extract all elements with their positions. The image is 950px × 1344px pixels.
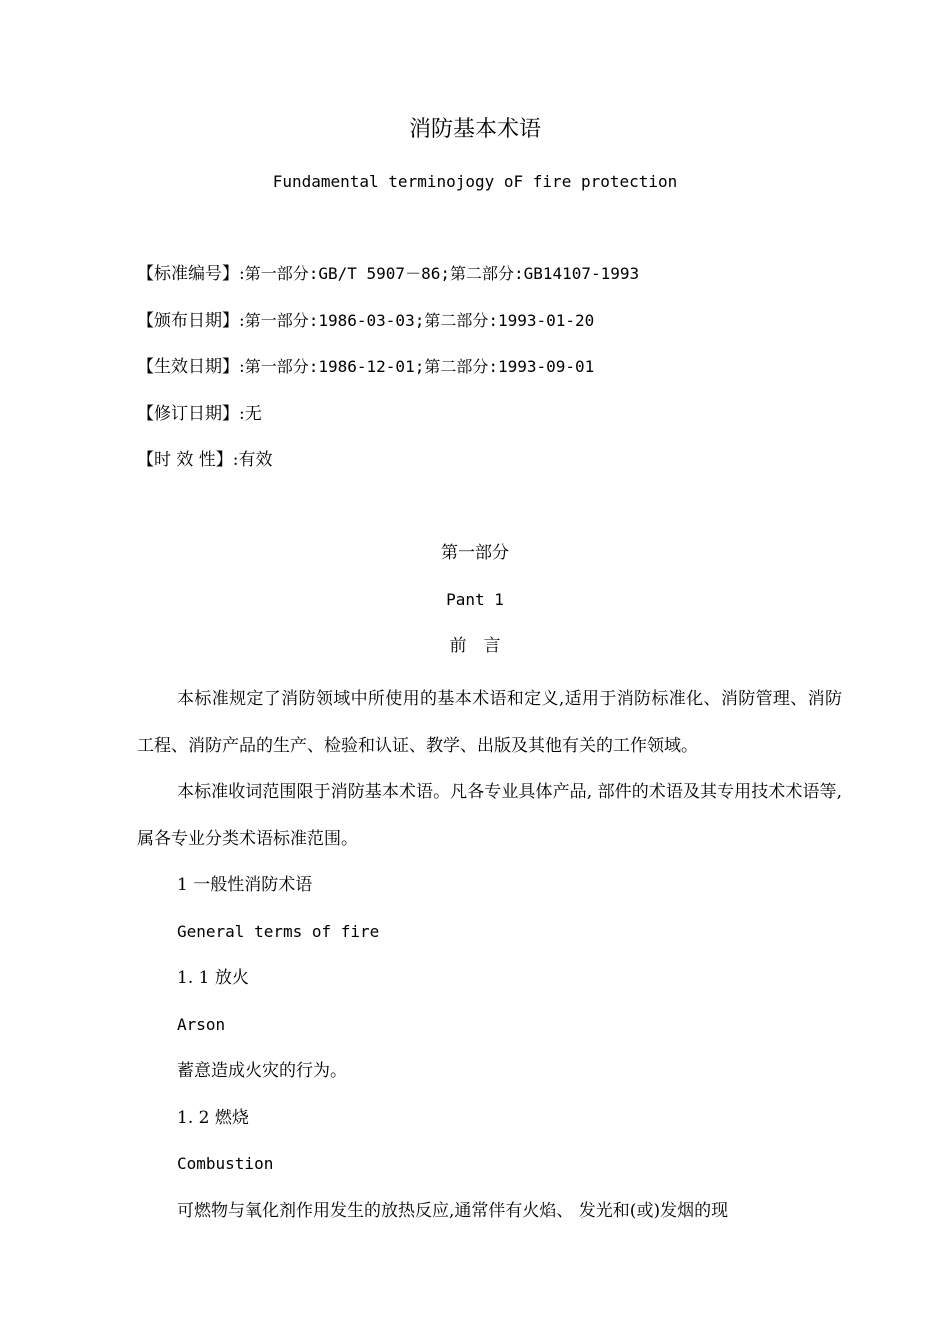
section-heading: 1 一般性消防术语	[177, 875, 313, 895]
term-number: 1. 1 放火	[177, 968, 249, 988]
part-heading: 第一部分	[441, 543, 509, 563]
meta-effective-date	[137, 351, 877, 398]
meta-label: 【时 效 性】:	[137, 450, 239, 470]
preface-heading: 前 言	[449, 636, 501, 656]
meta-label: 【标准编号】:	[137, 264, 245, 284]
term-english: Arson	[177, 1014, 226, 1034]
preface-paragraph: 本标准规定了消防领域中所使用的基本术语和定义,适用于消防标准化、消防管理、消防工程、消防产品的生产、检验和认证、教学、出版及其他有关的工作领域。	[137, 689, 842, 756]
meta-label: 【生效日期】:	[137, 357, 245, 377]
term-definition: 可燃物与氧化剂作用发生的放热反应,通常伴有火焰、 发光和(或)发烟的现	[177, 1200, 729, 1221]
meta-validity	[137, 444, 877, 491]
standard-metadata	[137, 258, 877, 491]
meta-standard-number	[137, 258, 877, 305]
meta-value: 第一部分:GB/T 5907－86;第二部分:GB14107-1993	[244, 264, 640, 283]
section-heading-en: General terms of fire	[177, 921, 380, 941]
term-english: Combustion	[177, 1154, 274, 1173]
meta-label: 【颁布日期】:	[137, 310, 245, 331]
meta-value: 有效	[238, 450, 273, 470]
meta-label: 【修订日期】:	[137, 403, 245, 424]
meta-value: 无	[244, 403, 262, 424]
meta-issue-date	[137, 305, 877, 352]
document-title: 消防基本术语	[408, 117, 541, 142]
term-definition: 蓄意造成火灾的行为。	[177, 1061, 347, 1081]
document-subtitle: Fundamental terminojogy oF fire protection	[272, 172, 678, 191]
meta-value: 第一部分:1986-03-03;第二部分:1993-01-20	[244, 310, 595, 330]
meta-revision-date	[137, 398, 877, 445]
preface-paragraph: 本标准收词范围限于消防基本术语。凡各专业具体产品, 部件的术语及其专用技术术语等,属各专业分类术语标准范围。	[137, 782, 842, 849]
meta-value: 第一部分:1986-12-01;第二部分:1993-09-01	[244, 357, 595, 376]
part-heading-en: Pant 1	[446, 590, 504, 609]
term-number: 1. 2 燃烧	[177, 1107, 249, 1128]
document-body	[137, 676, 842, 1234]
